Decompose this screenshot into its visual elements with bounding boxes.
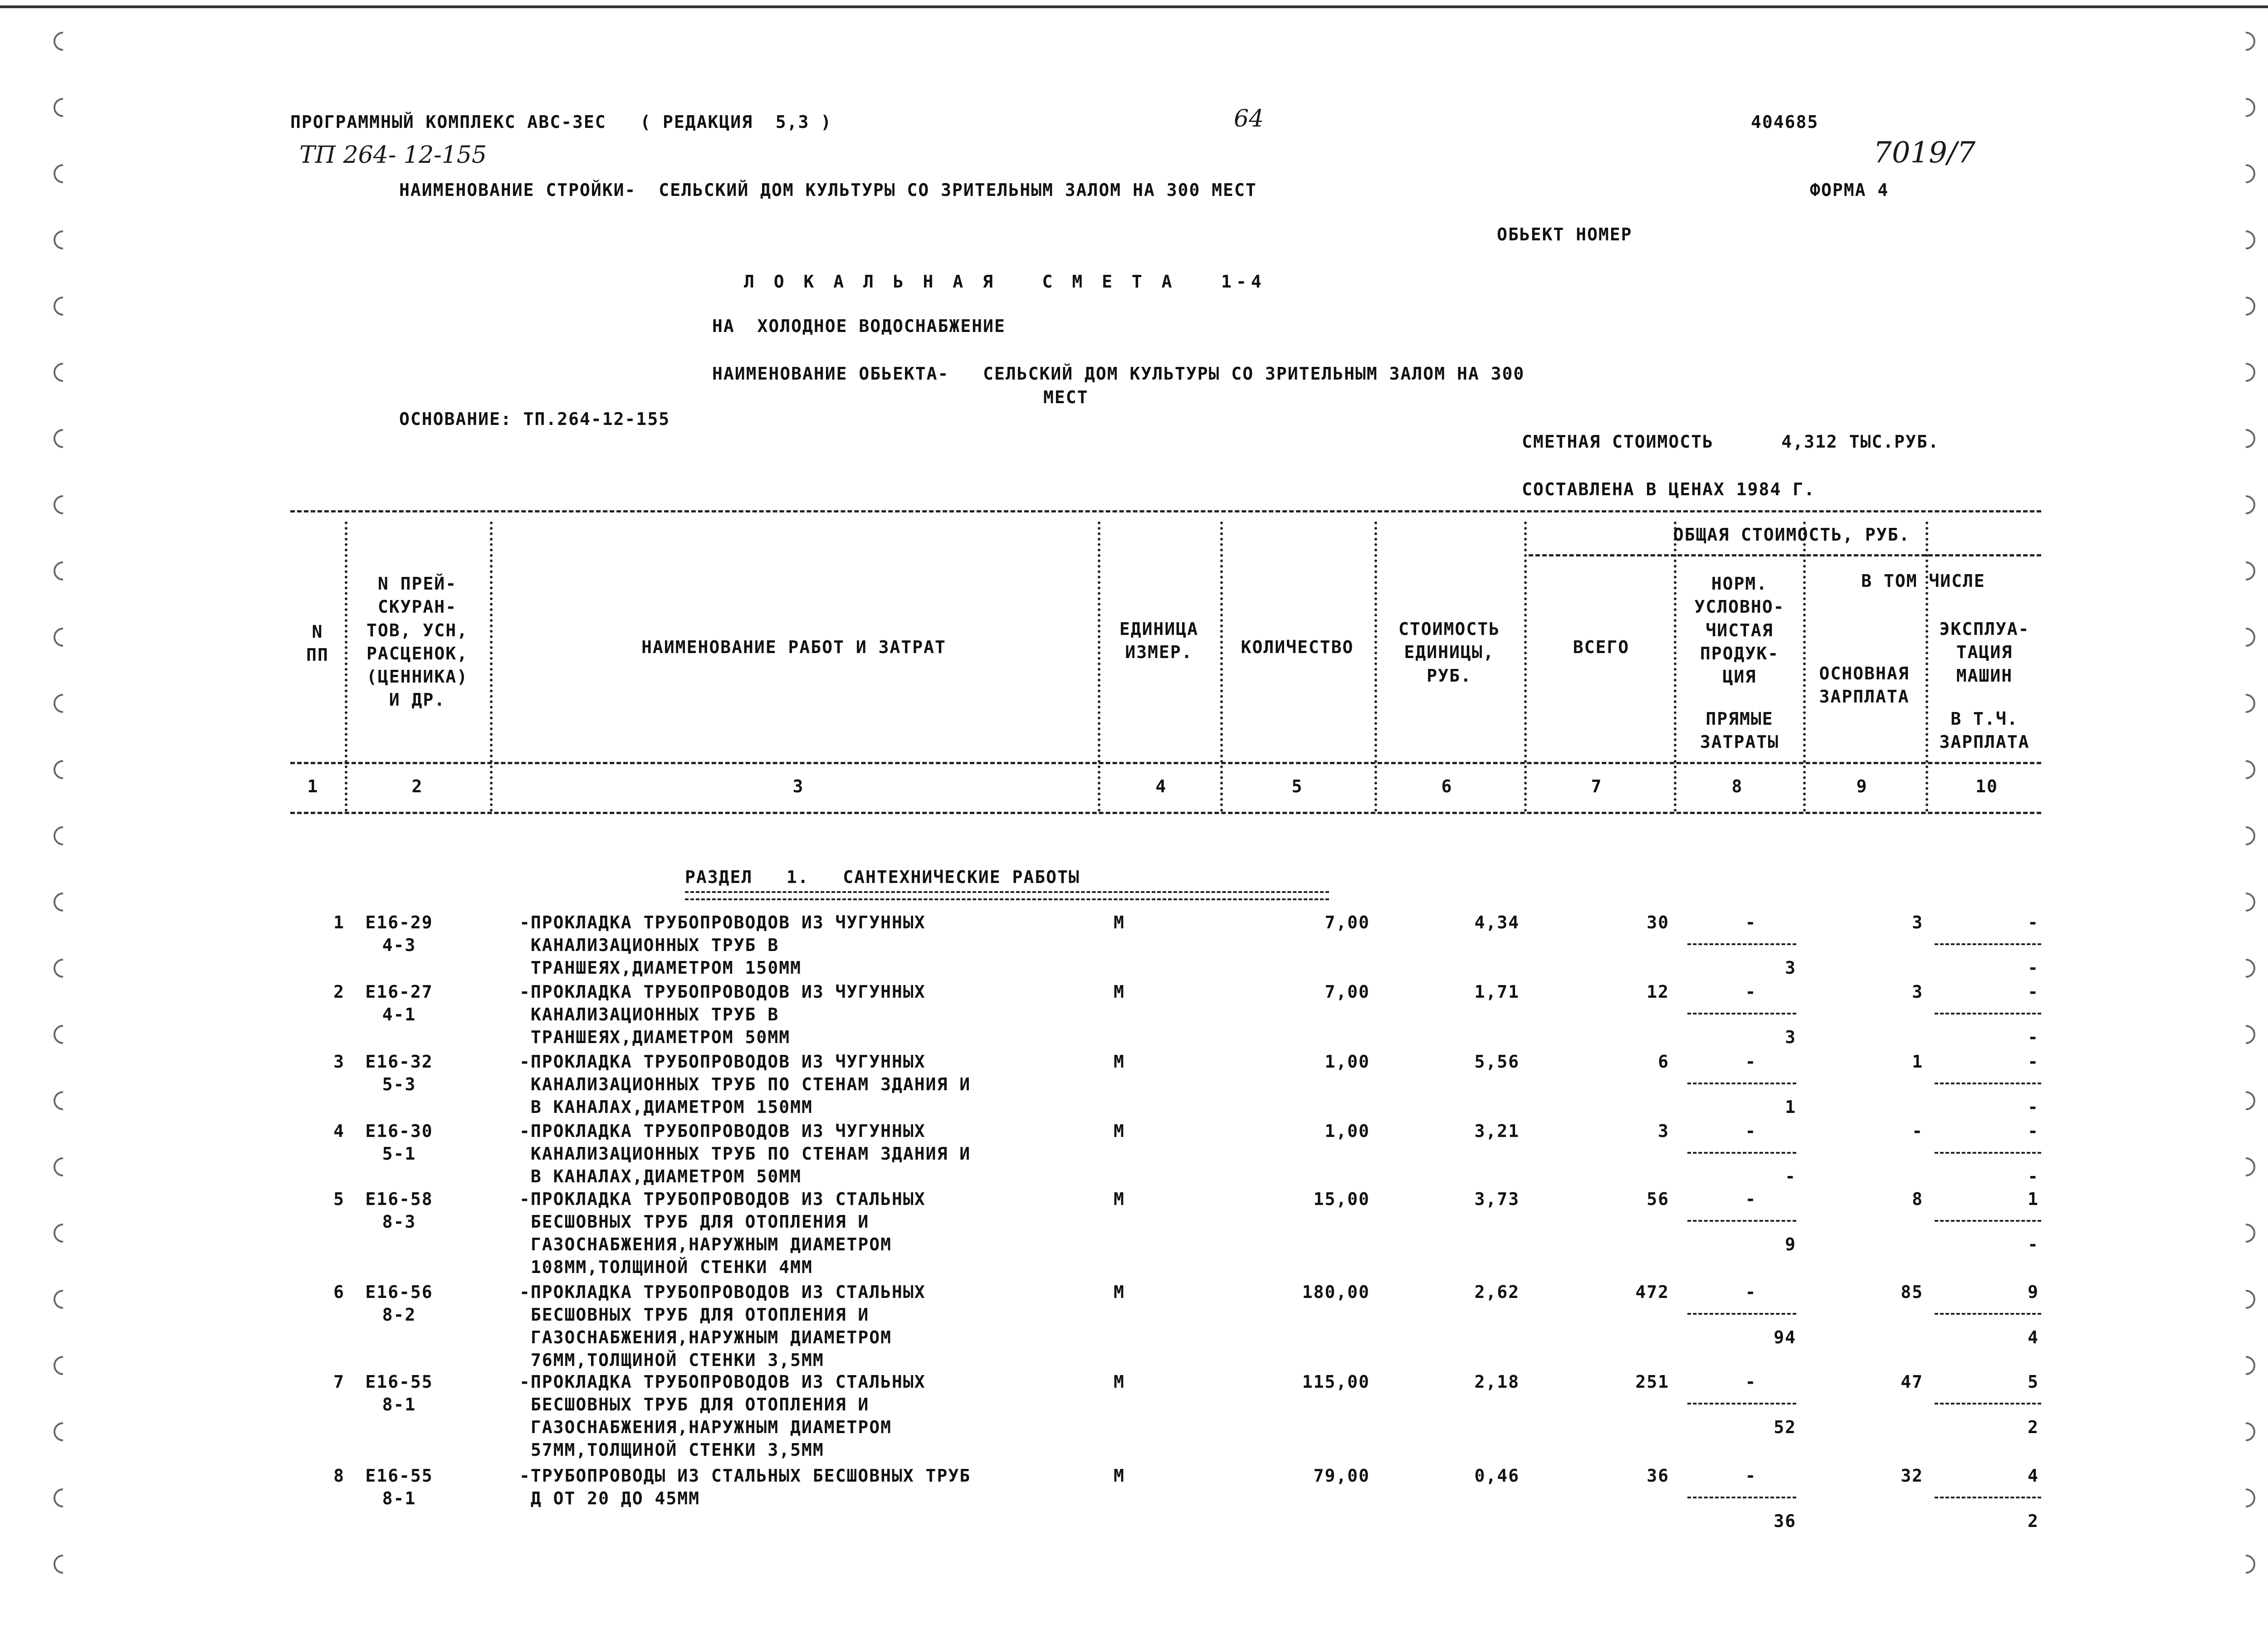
row-name: -ПРОКЛАДКА ТРУБОПРОВОДОВ ИЗ СТАЛЬНЫХ БЕСШОВНЫХ ТРУБ ДЛЯ ОТОПЛЕНИЯ И ГАЗОСНАБЖЕНИЯ,НАРУЖНЫМ ДИАМЕТРОМ 108ММ,ТОЛЩИНОЙ СТЕНКИ 4ММ <box>519 1189 926 1277</box>
row-subrule <box>1935 1313 2041 1315</box>
row-subrule <box>1935 1220 2041 1222</box>
feed-hole-right <box>2236 1224 2255 1243</box>
row-base-salary: 3 <box>1912 982 1923 1002</box>
row-unit-price: 2,18 <box>1474 1372 1520 1392</box>
feed-hole-left <box>54 1422 73 1441</box>
section-underline <box>685 891 1329 900</box>
feed-hole-right <box>2236 230 2255 249</box>
row-name: -ПРОКЛАДКА ТРУБОПРОВОДОВ ИЗ СТАЛЬНЫХ БЕСШОВНЫХ ТРУБ ДЛЯ ОТОПЛЕНИЯ И ГАЗОСНАБЖЕНИЯ,НАРУЖНЫМ ДИАМЕТРОМ 57ММ,ТОЛЩИНОЙ СТЕНКИ 3,5ММ <box>519 1372 926 1460</box>
feed-hole-left <box>54 1555 73 1574</box>
feed-hole-left <box>54 230 73 249</box>
feed-hole-right <box>2236 32 2255 51</box>
feed-hole-left <box>54 561 73 580</box>
row-name: -ТРУБОПРОВОДЫ ИЗ СТАЛЬНЫХ БЕСШОВНЫХ ТРУБ Д ОТ 20 ДО 45ММ <box>519 1466 971 1508</box>
feed-hole-left <box>54 959 73 978</box>
row-unit: М <box>1114 1282 1125 1302</box>
feed-hole-right <box>2236 297 2255 316</box>
column-separator <box>1374 522 1377 812</box>
feed-hole-left <box>54 1356 73 1375</box>
col-header-9: ОСНОВНАЯ ЗАРПЛАТА <box>1819 663 1910 707</box>
col-header-8b: ПРЯМЫЕ ЗАТРАТЫ <box>1700 709 1779 752</box>
row-net-production: - <box>1745 1466 1757 1486</box>
row-machine-operation: 1 <box>2028 1189 2039 1209</box>
col-header-7: ВСЕГО <box>1573 637 1630 657</box>
page-number-handwritten: 64 <box>1234 105 1264 132</box>
row-name: -ПРОКЛАДКА ТРУБОПРОВОДОВ ИЗ ЧУГУННЫХ КАНАЛИЗАЦИОННЫХ ТРУБ ПО СТЕНАМ ЗДАНИЯ И В КАНАЛАХ,ДИАМЕТРОМ 50ММ <box>519 1121 971 1186</box>
row-net-production: - <box>1745 1189 1757 1209</box>
row-incl-salary: - <box>2028 1027 2039 1047</box>
feed-hole-right <box>2236 1488 2255 1507</box>
row-code: Е16-27 4-1 <box>365 982 433 1024</box>
feed-hole-right <box>2236 1157 2255 1176</box>
feed-hole-right <box>2236 826 2255 845</box>
row-net-production: - <box>1745 1372 1757 1392</box>
row-incl-salary: 2 <box>2028 1511 2039 1531</box>
row-number: 3 <box>333 1052 345 1072</box>
row-base-salary: - <box>1912 1121 1923 1141</box>
row-subrule <box>1687 1403 1796 1405</box>
row-direct-costs: 52 <box>1774 1417 1796 1437</box>
feed-hole-right <box>2236 429 2255 448</box>
row-total: 472 <box>1635 1282 1669 1302</box>
row-quantity: 180,00 <box>1302 1282 1370 1302</box>
column-number: 3 <box>792 776 804 796</box>
feed-hole-left <box>54 98 73 117</box>
col-header-10b: В Т.Ч. ЗАРПЛАТА <box>1939 709 2030 752</box>
row-total: 36 <box>1647 1466 1669 1486</box>
feed-hole-left <box>54 694 73 713</box>
row-code: Е16-30 5-1 <box>365 1121 433 1164</box>
row-subrule <box>1935 1083 2041 1084</box>
row-incl-salary: 4 <box>2028 1327 2039 1347</box>
row-unit: М <box>1114 1372 1125 1392</box>
row-total: 6 <box>1658 1052 1669 1072</box>
row-number: 1 <box>333 912 345 932</box>
price-level: СОСТАВЛЕНА В ЦЕНАХ 1984 Г. <box>1522 479 1815 499</box>
object-name-line2: МЕСТ <box>1043 387 1089 407</box>
feed-hole-left <box>54 363 73 382</box>
total-subrule <box>1529 554 2041 556</box>
col-header-4: ЕДИНИЦА ИЗМЕР. <box>1119 619 1199 663</box>
column-number: 6 <box>1441 776 1453 796</box>
row-number: 2 <box>333 982 345 1002</box>
row-total: 30 <box>1647 912 1669 932</box>
feed-hole-right <box>2236 760 2255 779</box>
row-incl-salary: - <box>2028 1166 2039 1186</box>
including-header: В ТОМ ЧИСЛЕ <box>1861 571 1985 591</box>
feed-hole-right <box>2236 98 2255 117</box>
row-number: 4 <box>333 1121 345 1141</box>
column-separator <box>1524 522 1527 812</box>
row-machine-operation: 5 <box>2028 1372 2039 1392</box>
feed-hole-left <box>54 32 73 51</box>
row-direct-costs: 94 <box>1774 1327 1796 1347</box>
program-line: ПРОГРАММНЫЙ КОМПЛЕКС АВС-3ЕС ( РЕДАКЦИЯ 5,3 ) <box>290 112 832 132</box>
table-top-rule <box>290 510 2041 512</box>
row-subrule <box>1687 1313 1796 1315</box>
col-header-3: НАИМЕНОВАНИЕ РАБОТ И ЗАТРАТ <box>641 637 946 657</box>
column-number: 7 <box>1591 776 1603 796</box>
feed-hole-left <box>54 164 73 183</box>
row-number: 8 <box>333 1466 345 1486</box>
tp-handwritten: ТП 264- 12-155 <box>299 141 487 169</box>
row-direct-costs: 9 <box>1785 1234 1796 1254</box>
row-machine-operation: 4 <box>2028 1466 2039 1486</box>
feed-hole-right <box>2236 959 2255 978</box>
col-header-1: N ПП <box>306 622 329 665</box>
row-subrule <box>1687 1152 1796 1154</box>
row-net-production: - <box>1745 912 1757 932</box>
row-code: Е16-32 5-3 <box>365 1052 433 1094</box>
row-code: Е16-29 4-3 <box>365 912 433 955</box>
feed-hole-right <box>2236 1356 2255 1375</box>
doc-number: 404685 <box>1751 112 1819 132</box>
row-direct-costs: 1 <box>1785 1097 1796 1117</box>
column-separator <box>1220 522 1223 812</box>
row-net-production: - <box>1745 1121 1757 1141</box>
form-number: ФОРМА 4 <box>1810 180 1889 200</box>
ref-handwritten: 7019/7 <box>1873 136 1976 170</box>
column-number: 1 <box>307 776 319 796</box>
row-unit-price: 5,56 <box>1474 1052 1520 1072</box>
object-name-line1: НАИМЕНОВАНИЕ ОБЬЕКТА- СЕЛЬСКИЙ ДОМ КУЛЬТУРЫ СО ЗРИТЕЛЬНЫМ ЗАЛОМ НА 300 <box>712 364 1525 384</box>
row-incl-salary: - <box>2028 958 2039 978</box>
feed-hole-right <box>2236 1555 2255 1574</box>
column-number: 2 <box>411 776 423 796</box>
row-subrule <box>1935 1152 2041 1154</box>
row-unit: М <box>1114 1189 1125 1209</box>
row-subrule <box>1687 1013 1796 1015</box>
feed-hole-left <box>54 1488 73 1507</box>
row-base-salary: 85 <box>1901 1282 1923 1302</box>
row-direct-costs: 3 <box>1785 1027 1796 1047</box>
row-incl-salary: 2 <box>2028 1417 2039 1437</box>
feed-hole-right <box>2236 495 2255 514</box>
row-subrule <box>1687 943 1796 945</box>
column-number: 4 <box>1155 776 1167 796</box>
feed-hole-right <box>2236 363 2255 382</box>
feed-hole-left <box>54 760 73 779</box>
row-subrule <box>1935 1403 2041 1405</box>
row-number: 6 <box>333 1282 345 1302</box>
row-subrule <box>1687 1497 1796 1498</box>
basis: ОСНОВАНИЕ: ТП.264-12-155 <box>399 409 670 429</box>
row-base-salary: 32 <box>1901 1466 1923 1486</box>
row-quantity: 15,00 <box>1313 1189 1370 1209</box>
row-total: 3 <box>1658 1121 1669 1141</box>
row-quantity: 115,00 <box>1302 1372 1370 1392</box>
estimated-cost: СМЕТНАЯ СТОИМОСТЬ 4,312 ТЫС.РУБ. <box>1522 432 1940 452</box>
feed-hole-left <box>54 1290 73 1309</box>
feed-hole-left <box>54 628 73 647</box>
row-net-production: - <box>1745 1052 1757 1072</box>
row-name: -ПРОКЛАДКА ТРУБОПРОВОДОВ ИЗ ЧУГУННЫХ КАНАЛИЗАЦИОННЫХ ТРУБ В ТРАНШЕЯХ,ДИАМЕТРОМ 50ММ <box>519 982 926 1047</box>
row-direct-costs: - <box>1785 1166 1796 1186</box>
column-number: 5 <box>1291 776 1303 796</box>
row-incl-salary: - <box>2028 1234 2039 1254</box>
feed-hole-right <box>2236 893 2255 912</box>
column-separator <box>1098 522 1100 812</box>
column-number: 8 <box>1731 776 1743 796</box>
row-unit: М <box>1114 912 1125 932</box>
feed-hole-right <box>2236 694 2255 713</box>
feed-hole-right <box>2236 1025 2255 1044</box>
row-direct-costs: 36 <box>1774 1511 1796 1531</box>
row-subrule <box>1687 1220 1796 1222</box>
row-code: Е16-56 8-2 <box>365 1282 433 1325</box>
feed-hole-right <box>2236 1290 2255 1309</box>
row-unit: М <box>1114 1052 1125 1072</box>
feed-hole-right <box>2236 561 2255 580</box>
feed-hole-left <box>54 1025 73 1044</box>
feed-hole-right <box>2236 628 2255 647</box>
column-number: 9 <box>1856 776 1868 796</box>
column-separator <box>345 522 347 812</box>
row-machine-operation: - <box>2028 982 2039 1002</box>
row-quantity: 7,00 <box>1325 912 1370 932</box>
feed-hole-right <box>2236 164 2255 183</box>
row-quantity: 79,00 <box>1313 1466 1370 1486</box>
row-base-salary: 47 <box>1901 1372 1923 1392</box>
feed-hole-left <box>54 893 73 912</box>
feed-hole-left <box>54 495 73 514</box>
total-cost-header: ОБЩАЯ СТОИМОСТЬ, РУБ. <box>1673 525 1911 545</box>
row-unit-price: 4,34 <box>1474 912 1520 932</box>
row-quantity: 1,00 <box>1325 1121 1370 1141</box>
row-machine-operation: - <box>2028 1052 2039 1072</box>
construction-name: НАИМЕНОВАНИЕ СТРОЙКИ- СЕЛЬСКИЙ ДОМ КУЛЬТУРЫ СО ЗРИТЕЛЬНЫМ ЗАЛОМ НА 300 МЕСТ <box>399 180 1257 200</box>
row-name: -ПРОКЛАДКА ТРУБОПРОВОДОВ ИЗ ЧУГУННЫХ КАНАЛИЗАЦИОННЫХ ТРУБ ПО СТЕНАМ ЗДАНИЯ И В КАНАЛАХ,ДИАМЕТРОМ 150ММ <box>519 1052 971 1117</box>
column-separator <box>490 522 493 812</box>
row-machine-operation: 9 <box>2028 1282 2039 1302</box>
row-code: Е16-58 8-3 <box>365 1189 433 1232</box>
row-unit: М <box>1114 1466 1125 1486</box>
estimate-title: Л О К А Л Ь Н А Я С М Е Т А 1-4 <box>744 272 1266 292</box>
feed-hole-left <box>54 1224 73 1243</box>
row-base-salary: 8 <box>1912 1189 1923 1209</box>
row-unit-price: 0,46 <box>1474 1466 1520 1486</box>
row-machine-operation: - <box>2028 1121 2039 1141</box>
feed-hole-left <box>54 429 73 448</box>
row-unit-price: 3,21 <box>1474 1121 1520 1141</box>
object-number: ОБЬЕКТ НОМЕР <box>1497 224 1633 244</box>
col-header-10a: ЭКСПЛУА- ТАЦИЯ МАШИН <box>1939 619 2030 686</box>
column-number: 10 <box>1975 776 1998 796</box>
feed-hole-left <box>54 297 73 316</box>
row-unit-price: 2,62 <box>1474 1282 1520 1302</box>
feed-hole-right <box>2236 1091 2255 1110</box>
row-number: 5 <box>333 1189 345 1209</box>
row-machine-operation: - <box>2028 912 2039 932</box>
section-title: РАЗДЕЛ 1. САНТЕХНИЧЕСКИЕ РАБОТЫ <box>685 867 1080 887</box>
feed-hole-left <box>54 1157 73 1176</box>
row-quantity: 1,00 <box>1325 1052 1370 1072</box>
row-code: Е16-55 8-1 <box>365 1372 433 1415</box>
col-header-5: КОЛИЧЕСТВО <box>1241 637 1354 657</box>
row-base-salary: 3 <box>1912 912 1923 932</box>
feed-hole-left <box>54 1091 73 1110</box>
row-net-production: - <box>1745 982 1757 1002</box>
row-total: 12 <box>1647 982 1669 1002</box>
row-number: 7 <box>333 1372 345 1392</box>
row-direct-costs: 3 <box>1785 958 1796 978</box>
row-quantity: 7,00 <box>1325 982 1370 1002</box>
col-header-8a: НОРМ. УСЛОВНО- ЧИСТАЯ ПРОДУК- ЦИЯ <box>1694 574 1785 687</box>
col-header-2: N ПРЕЙ- СКУРАН- ТОВ, УСН, РАСЦЕНОК, (ЦЕННИКА) И ДР. <box>367 574 468 710</box>
feed-hole-right <box>2236 1422 2255 1441</box>
estimate-subtitle: НА ХОЛОДНОЕ ВОДОСНАБЖЕНИЕ <box>712 316 1006 336</box>
row-unit-price: 1,71 <box>1474 982 1520 1002</box>
feed-hole-left <box>54 826 73 845</box>
row-net-production: - <box>1745 1282 1757 1302</box>
numbers-bottom-rule <box>290 812 2041 814</box>
row-unit-price: 3,73 <box>1474 1189 1520 1209</box>
row-code: Е16-55 8-1 <box>365 1466 433 1508</box>
row-incl-salary: - <box>2028 1097 2039 1117</box>
row-unit: М <box>1114 1121 1125 1141</box>
row-name: -ПРОКЛАДКА ТРУБОПРОВОДОВ ИЗ ЧУГУННЫХ КАНАЛИЗАЦИОННЫХ ТРУБ В ТРАНШЕЯХ,ДИАМЕТРОМ 150ММ <box>519 912 926 978</box>
row-name: -ПРОКЛАДКА ТРУБОПРОВОДОВ ИЗ СТАЛЬНЫХ БЕСШОВНЫХ ТРУБ ДЛЯ ОТОПЛЕНИЯ И ГАЗОСНАБЖЕНИЯ,НАРУЖНЫМ ДИАМЕТРОМ 76ММ,ТОЛЩИНОЙ СТЕНКИ 3,5ММ <box>519 1282 926 1370</box>
row-base-salary: 1 <box>1912 1052 1923 1072</box>
col-header-6: СТОИМОСТЬ ЕДИНИЦЫ, РУБ. <box>1398 619 1500 686</box>
column-separator <box>1674 522 1677 812</box>
row-subrule <box>1935 943 2041 945</box>
row-total: 56 <box>1647 1189 1669 1209</box>
row-total: 251 <box>1635 1372 1669 1392</box>
row-subrule <box>1687 1083 1796 1084</box>
row-subrule <box>1935 1497 2041 1498</box>
header-bottom-rule <box>290 762 2041 764</box>
top-edge <box>0 5 2268 8</box>
row-unit: М <box>1114 982 1125 1002</box>
row-subrule <box>1935 1013 2041 1015</box>
